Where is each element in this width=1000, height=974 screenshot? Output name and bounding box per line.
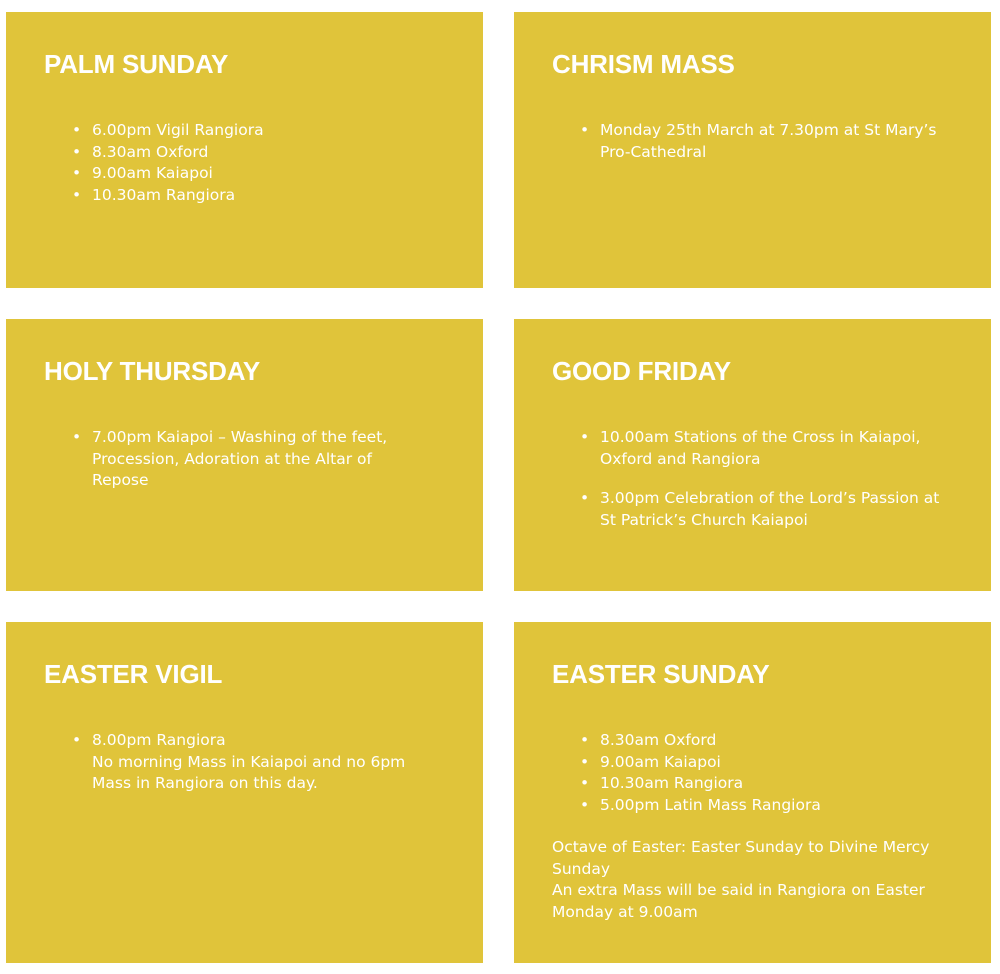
card-title: CHRISM MASS: [552, 49, 735, 79]
list-item: • 3.00pm Celebration of the Lord’s Passion at St Patrick’s Church Kaiapoi: [600, 488, 945, 531]
list-item: • 8.30am Oxford: [92, 142, 452, 164]
card-easter-vigil: [6, 622, 483, 963]
schedule-list: [44, 427, 422, 492]
schedule-list: [552, 120, 960, 163]
card-chrism-mass: [514, 12, 991, 288]
list-item: • 7.00pm Kaiapoi – Washing of the feet, Procession, Adoration at the Altar of Repose: [92, 427, 422, 492]
card-palm-sunday: [6, 12, 483, 288]
octave-paragraph: [552, 837, 962, 923]
list-item: • 5.00pm Latin Mass Rangiora: [600, 795, 960, 817]
card-title: EASTER VIGIL: [44, 659, 223, 689]
card-good-friday: [514, 319, 991, 591]
list-item-note: No morning Mass in Kaiapoi and no 6pm Mass in Rangiora on this day.: [92, 752, 406, 793]
schedule-list: [44, 730, 432, 795]
list-item: • 9.00am Kaiapoi: [92, 163, 452, 185]
schedule-list: [552, 427, 945, 531]
card-title: EASTER SUNDAY: [552, 659, 770, 689]
card-easter-sunday: [514, 622, 991, 963]
list-item: • 10.30am Rangiora: [92, 185, 452, 207]
schedule-list: [552, 730, 960, 816]
card-title: HOLY THURSDAY: [44, 356, 261, 386]
schedule-list: [44, 120, 452, 206]
octave-text: Octave of Easter: Easter Sunday to Divine Mercy Sunday: [552, 838, 930, 878]
list-item: • 8.30am Oxford: [600, 730, 960, 752]
list-item: • Monday 25th March at 7.30pm at St Mary’s Pro-Cathedral: [600, 120, 960, 163]
card-holy-thursday: [6, 319, 483, 591]
list-item: • 6.00pm Vigil Rangiora: [92, 120, 452, 142]
list-item: • 9.00am Kaiapoi: [600, 752, 960, 774]
list-item: • 10.30am Rangiora: [600, 773, 960, 795]
list-item-text: 8.00pm Rangiora: [92, 731, 226, 749]
extra-mass-text: An extra Mass will be said in Rangiora on Easter Monday at 9.00am: [552, 881, 925, 921]
list-item: [92, 730, 432, 795]
card-title: GOOD FRIDAY: [552, 356, 731, 386]
list-item: • 10.00am Stations of the Cross in Kaiapoi, Oxford and Rangiora: [600, 427, 945, 470]
card-title: PALM SUNDAY: [44, 49, 229, 79]
